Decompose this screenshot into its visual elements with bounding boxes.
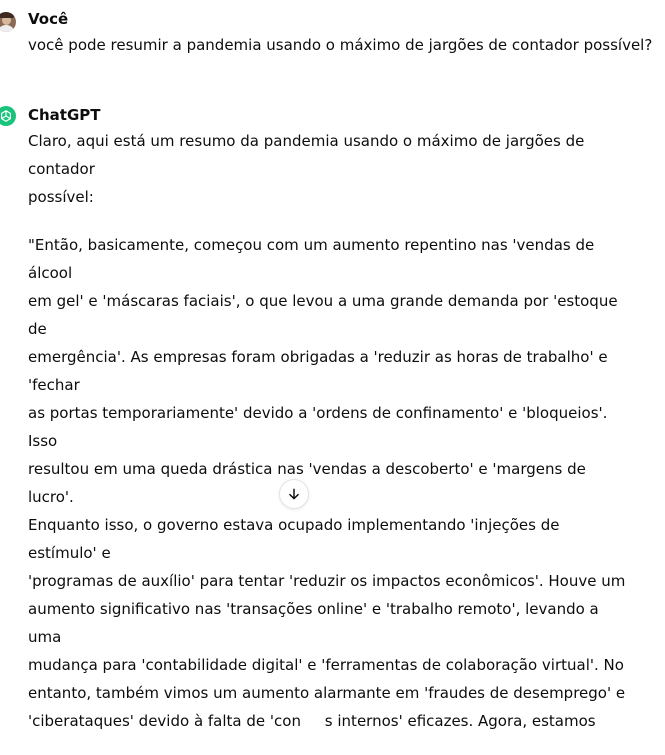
body-line: entanto, também vimos um aumento alarmante em 'fraudes de desemprego' e xyxy=(28,684,626,702)
intro-line: possível: xyxy=(28,188,94,206)
intro-line: Claro, aqui está um resumo da pandemia usando o máximo de jargões de contador xyxy=(28,132,585,178)
assistant-message-body xyxy=(28,127,628,755)
assistant-intro-paragraph xyxy=(28,127,628,211)
user-avatar xyxy=(0,12,16,32)
body-line: 'ciberataques' devido à falta de 'con s internos' eficazes. Agora, estamos xyxy=(28,712,596,730)
body-line: em gel' e 'máscaras faciais', o que levou a uma grande demanda por 'estoque de xyxy=(28,292,618,338)
body-line: emergência'. As empresas foram obrigadas a 'reduzir as horas de trabalho' e 'fechar xyxy=(28,348,608,394)
body-line: resultou em uma queda drástica nas 'vendas a descoberto' e 'margens de lucro'. xyxy=(28,460,586,506)
body-line: "Então, basicamente, começou com um aumento repentino nas 'vendas de álcool xyxy=(28,236,595,282)
assistant-sender-name: ChatGPT xyxy=(28,106,101,124)
scroll-to-bottom-button[interactable] xyxy=(279,479,309,509)
body-line: mudança para 'contabilidade digital' e 'ferramentas de colaboração virtual'. No xyxy=(28,656,624,674)
arrow-down-icon xyxy=(287,487,301,501)
user-message-text: você pode resumir a pandemia usando o máximo de jargões de contador possível? xyxy=(28,36,653,54)
body-line: as portas temporariamente' devido a 'ordens de confinamento' e 'bloqueios'. Isso xyxy=(28,404,608,450)
body-line: 'programas de auxílio' para tentar 'reduzir os impactos econômicos'. Houve um xyxy=(28,572,626,590)
user-sender-name: Você xyxy=(28,10,69,28)
body-line: Enquanto isso, o governo estava ocupado implementando 'injeções de estímulo' e xyxy=(28,516,560,562)
body-line: aumento significativo nas 'transações online' e 'trabalho remoto', levando a uma xyxy=(28,600,599,646)
openai-logo-icon xyxy=(0,106,16,126)
assistant-summary-paragraph xyxy=(28,231,628,735)
